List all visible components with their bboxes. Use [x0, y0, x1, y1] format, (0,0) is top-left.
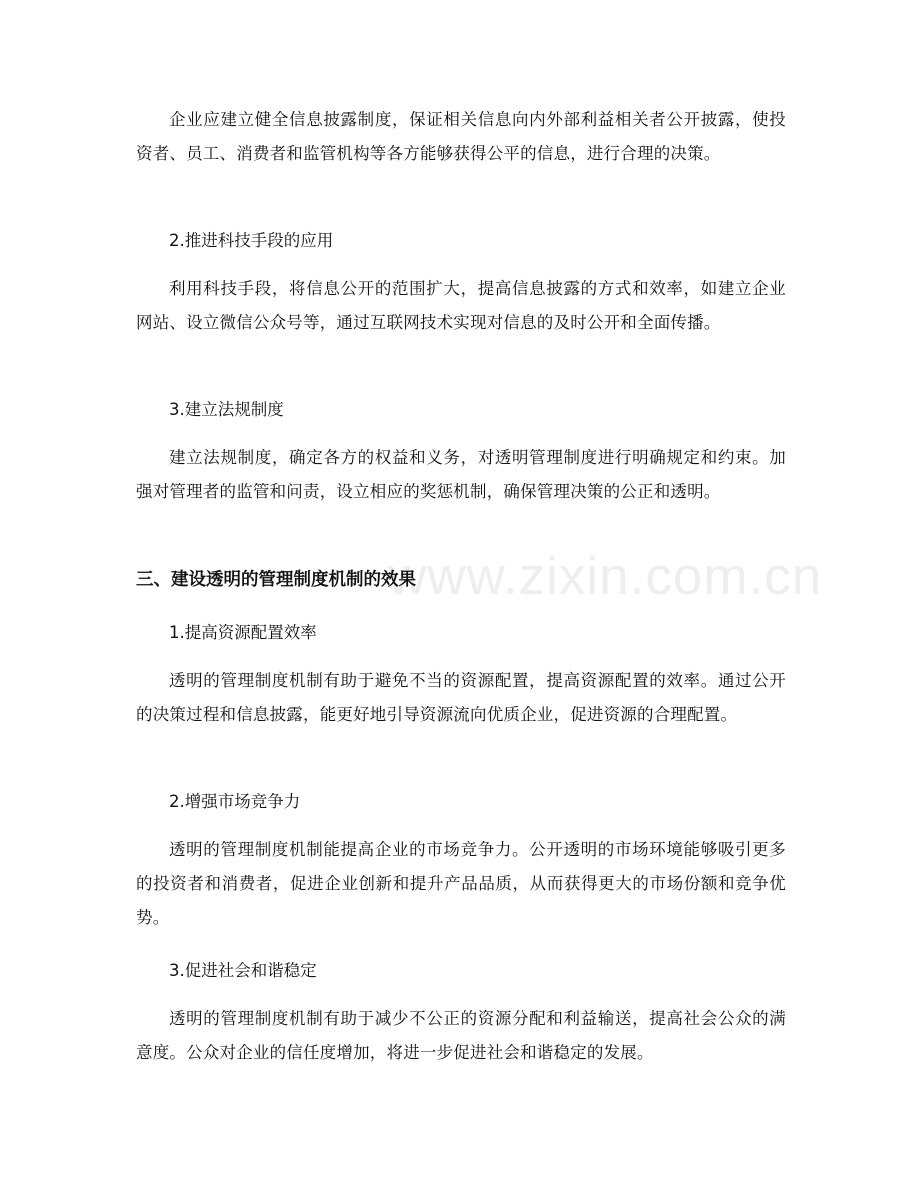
subheading-competitiveness: 2.增强市场竞争力 — [169, 792, 301, 811]
watermark: www.zixin.com.cn — [388, 547, 823, 606]
subheading-social-harmony: 3.促进社会和谐稳定 — [169, 961, 317, 980]
section-heading-effects: 三、建设透明的管理制度机制的效果 — [136, 570, 416, 590]
subheading-technology: 2.推进科技手段的应用 — [169, 231, 334, 250]
paragraph-social-harmony: 透明的管理制度机制有助于减少不公正的资源分配和利益输送，提高社会公众的满意度。公众对企业的信任度增加，将进一步促进社会和谐稳定的发展。 — [136, 1009, 786, 1062]
paragraph-resource-efficiency: 透明的管理制度机制有助于避免不当的资源配置，提高资源配置的效率。通过公开的决策过程和信息披露，能更好地引导资源流向优质企业，促进资源的合理配置。 — [136, 671, 786, 724]
paragraph-disclosure: 企业应建立健全信息披露制度，保证相关信息向内外部利益相关者公开披露，使投资者、员工、消费者和监管机构等各方能够获得公平的信息，进行合理的决策。 — [136, 110, 786, 163]
subheading-regulation: 3.建立法规制度 — [169, 400, 284, 419]
paragraph-competitiveness: 透明的管理制度机制能提高企业的市场竞争力。公开透明的市场环境能够吸引更多的投资者和消费者，促进企业创新和提升产品品质，从而获得更大的市场份额和竞争优势。 — [136, 840, 786, 927]
paragraph-regulation: 建立法规制度，确定各方的权益和义务，对透明管理制度进行明确规定和约束。加强对管理者的监管和问责，设立相应的奖惩机制，确保管理决策的公正和透明。 — [136, 448, 786, 501]
subheading-resource-efficiency: 1.提高资源配置效率 — [169, 623, 317, 642]
paragraph-technology: 利用科技手段，将信息公开的范围扩大，提高信息披露的方式和效率，如建立企业网站、设立微信公众号等，通过互联网技术实现对信息的及时公开和全面传播。 — [136, 279, 786, 332]
